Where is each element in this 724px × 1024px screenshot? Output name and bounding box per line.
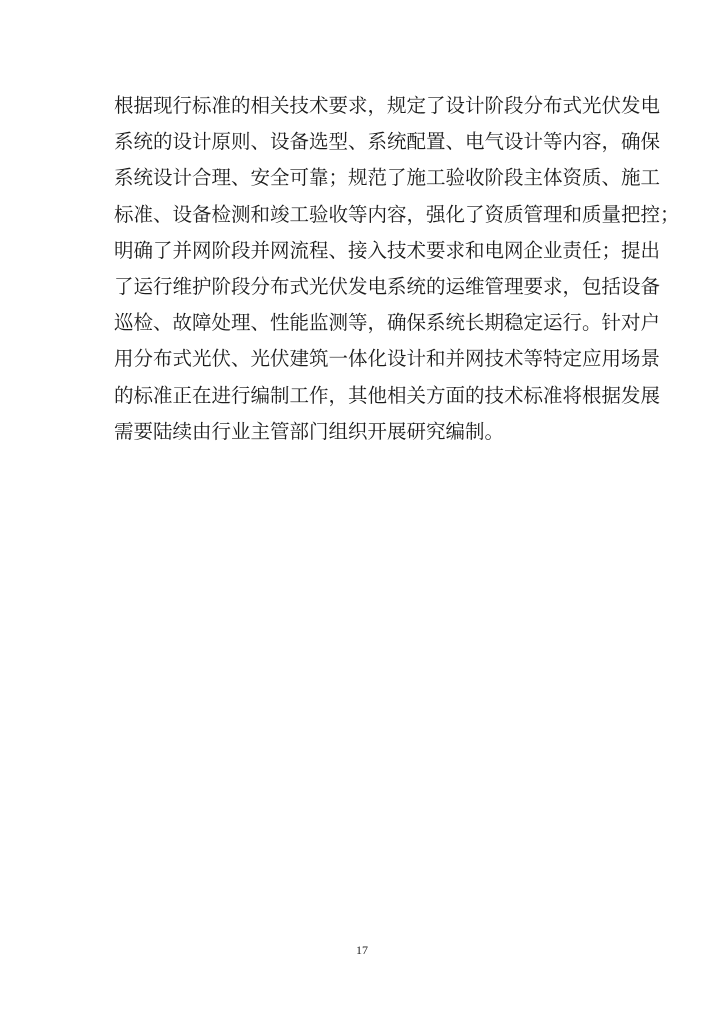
paragraph-line-5: 明确了并网阶段并网流程、接入技术要求和电网企业责任；提出 — [114, 238, 661, 262]
page-number: 17 — [356, 943, 368, 957]
paragraph-line-8: 用分布式光伏、光伏建筑一体化设计和并网技术等特定应用场景 — [114, 347, 661, 371]
paragraph-line-7: 巡检、故障处理、性能监测等，确保系统长期稳定运行。针对户 — [114, 311, 661, 335]
paragraph-line-9: 的标准正在进行编制工作，其他相关方面的技术标准将根据发展 — [114, 383, 661, 407]
body-paragraph — [114, 88, 680, 450]
paragraph-line-10: 需要陆续由行业主管部门组织开展研究编制。 — [114, 419, 505, 443]
paragraph-line-1: 根据现行标准的相关技术要求，规定了设计阶段分布式光伏发电 — [114, 94, 661, 117]
paragraph-line-6: 了运行维护阶段分布式光伏发电系统的运维管理要求，包括设备 — [114, 274, 661, 298]
paragraph-line-3: 系统设计合理、安全可靠；规范了施工验收阶段主体资质、施工 — [114, 166, 661, 190]
paragraph-line-2: 系统的设计原则、设备选型、系统配置、电气设计等内容，确保 — [114, 130, 661, 154]
paragraph-line-4: 标准、设备检测和竣工验收等内容，强化了资质管理和质量把控； — [114, 202, 680, 226]
